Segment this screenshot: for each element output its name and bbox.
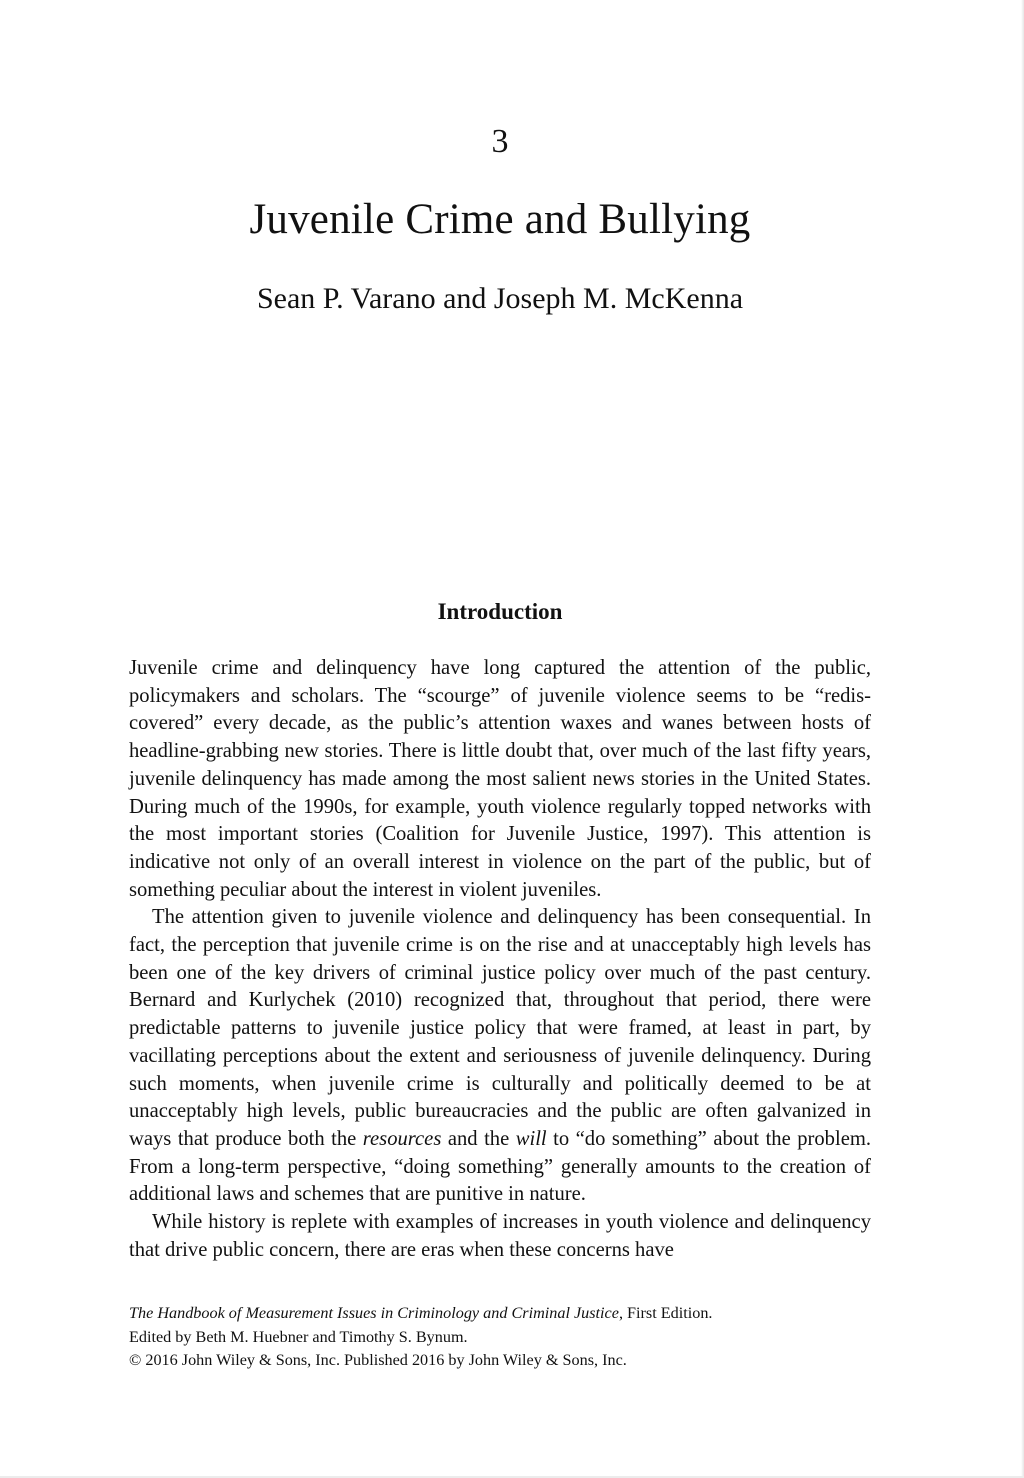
footer-book-line: [129, 1302, 889, 1326]
paragraph-2-text-b: and the: [441, 1127, 516, 1150]
emphasis-will: will: [515, 1127, 547, 1150]
footer-editors: Edited by Beth M. Huebner and Timothy S. Bynum.: [129, 1327, 468, 1346]
page-footer: [129, 1302, 889, 1373]
paragraph-2-text-a: The attention given to juvenile violence and delinquency has been consequential. In fact, the perception that juvenile crime is on the rise and at unacceptably high levels has been one of the key drivers of criminal justice policy over much of the past century. Bernard and Kurlychek (2010) recognized that, throughout that period, there were predictable patterns to juvenile justice policy that were framed, at least in part, by vacillating perceptions about the extent and seriousness of juvenile delinquency. During such moments, when juvenile crime is culturally and politically deemed to be at unacceptably high levels, public bureaucracies and the public are often galvanized in ways that produce both the: [129, 906, 871, 1150]
footer-copyright: © 2016 John Wiley & Sons, Inc. Published 2016 by John Wiley & Sons, Inc.: [129, 1351, 627, 1369]
emphasis-resources: resources: [362, 1127, 442, 1150]
footer-edition: , First Edition.: [618, 1304, 713, 1322]
paragraph-2-text-c: to “do something” about the problem. From a long-term perspective, “doing something” generally amounts to the creation of additional laws and schemes that are punitive in nature.: [129, 1127, 872, 1206]
chapter-authors: Sean P. Varano and Joseph M. McKenna: [256, 282, 744, 315]
footer-book-title: The Handbook of Measurement Issues in Criminology and Criminal Justice: [129, 1304, 619, 1322]
paragraph-2: [129, 904, 871, 1209]
paragraph-3: While history is replete with examples of increases in youth violence and delinquency that drive public concern, there are eras when these concerns have: [129, 1211, 871, 1261]
paragraph-1: Juvenile crime and delinquency have long captured the attention of the public, policymakers and scholars. The “scourge” of juvenile violence seems to be “rediscovered” every decade, as the public’s attention waxes and wanes between hosts of headline-grabbing new stories. There is little doubt that, over much of the last fifty years, juvenile delinquency has made among the most salient news stories in the United States. During much of the 1990s, for example, youth violence regularly topped networks with the most important stories (Coalition for Juvenile Justice, 1997). This attention is indicative not only of an overall interest in violence on the part of the public, but of something peculiar about the interest in violent juveniles.: [129, 657, 871, 901]
section-heading: Introduction: [437, 599, 563, 624]
chapter-number: 3: [491, 123, 509, 160]
chapter-title: Juvenile Crime and Bullying: [249, 196, 751, 243]
body-text: [129, 655, 871, 1264]
